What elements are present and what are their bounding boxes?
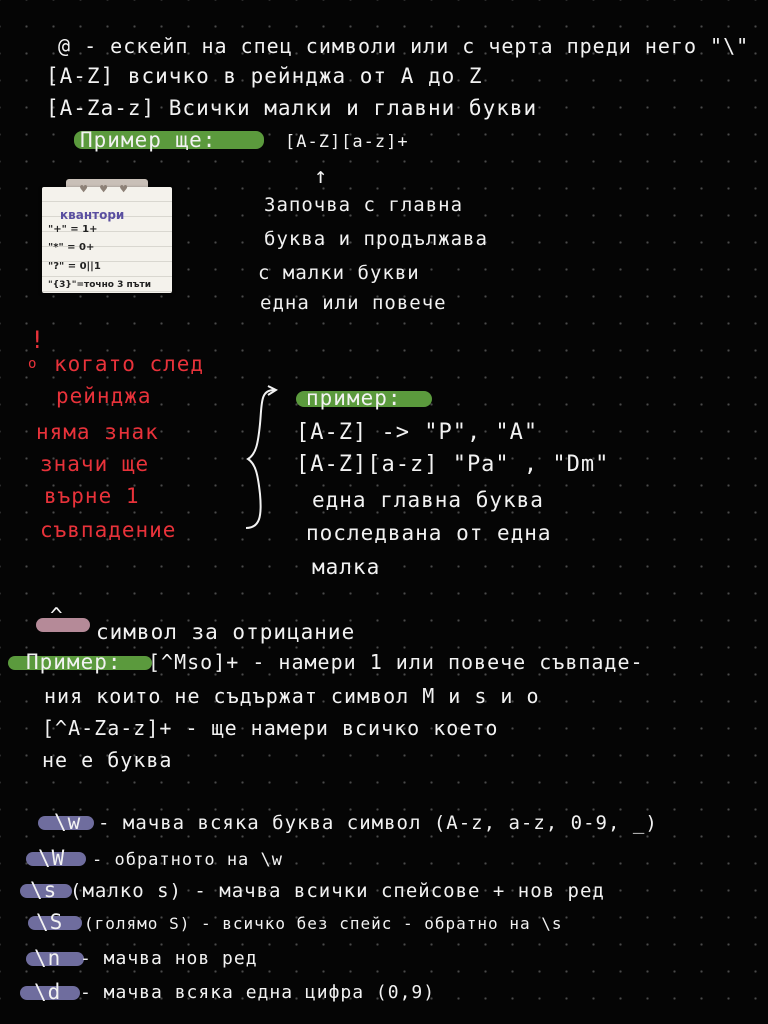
warning-line-6: съвпадение (40, 518, 177, 542)
negation-line-4: не е буква (42, 748, 173, 772)
class-S: \S (36, 910, 64, 934)
class-d: \d (34, 980, 62, 1004)
class-d-desc: - мачва всяка една цифра (0,9) (80, 982, 436, 1003)
warning-line-3: няма знак (36, 420, 159, 444)
class-w-desc: - мачва всяка буква символ (A-z, a-z, 0-9, _) (98, 812, 658, 834)
negation-line-3: [^A-Za-z]+ - ще намери всичко което (42, 716, 499, 740)
note-item: "*" = 0+ (48, 242, 95, 253)
note-item: "+" = 1+ (48, 224, 98, 235)
negation-example-value: [^Mso]+ - намери 1 или повече съвпаде- (148, 650, 644, 674)
example1-label: Пример ще: (80, 128, 217, 152)
heart-icon: ♥ (80, 182, 88, 196)
example1-desc-3: с малки букви (258, 262, 420, 284)
note-item: "?" = 0||1 (48, 261, 101, 272)
arrow-up-icon: ↑ (314, 164, 328, 189)
quantifiers-note (42, 187, 172, 293)
example2-line-4: последвана от една (306, 521, 552, 545)
line-range-az: [A-Z] всичко в рейнджа от A до Z (46, 64, 483, 88)
example2-line-1: [A-Z] -> "P", "A" (296, 420, 539, 445)
class-S-desc: (голямо S) - всичко без спейс - обратно на \s (84, 914, 563, 933)
negation-line-2: ния които не съдържат символ M и s и o (44, 684, 540, 708)
line-escape: @ - ескейп на спец символи или с черта преди него "\" (58, 34, 750, 58)
class-W-desc: - обратното на \w (92, 850, 283, 870)
line-range-all: [A-Za-z] Всички малки и главни букви (46, 96, 538, 120)
class-n-desc: - мачва нов ред (80, 948, 258, 969)
note-item: "{3}"=точно 3 пъти (48, 280, 152, 290)
example2-line-5: малка (312, 555, 381, 579)
example1-desc-4: една или повече (260, 292, 447, 314)
example1-value: [A-Z][a-z]+ (285, 132, 409, 152)
warning-circle-icon: o (28, 356, 38, 372)
class-w: \w (54, 810, 82, 834)
example1-desc-1: Започва с главна (264, 194, 464, 216)
class-s: \s (30, 878, 58, 902)
heart-icon: ♥ (120, 182, 128, 196)
heart-icon: ♥ (100, 182, 108, 196)
caret-symbol: ^ (50, 604, 64, 628)
negation-desc: символ за отрицание (96, 620, 356, 644)
warning-line-1: когато след (54, 352, 205, 376)
negation-example-label: Пример: (26, 650, 122, 674)
warning-line-4: значи ще (40, 452, 150, 476)
class-n: \n (34, 946, 62, 970)
warning-line-5: върне 1 (44, 484, 140, 508)
class-s-desc: (малко s) - мачва всички спейсове + нов ред (70, 880, 605, 902)
warning-line-2: рейнджа (56, 384, 152, 408)
note-title: квантори (60, 208, 125, 222)
example2-label: пример: (306, 386, 402, 410)
example1-desc-2: буква и продължава (264, 228, 488, 250)
example2-line-3: една главна буква (312, 488, 544, 512)
brace-icon (238, 384, 278, 534)
example2-line-2: [A-Z][a-z] "Pa" , "Dm" (296, 452, 610, 477)
warning-mark: ! (30, 326, 46, 354)
class-W: \W (38, 846, 66, 870)
